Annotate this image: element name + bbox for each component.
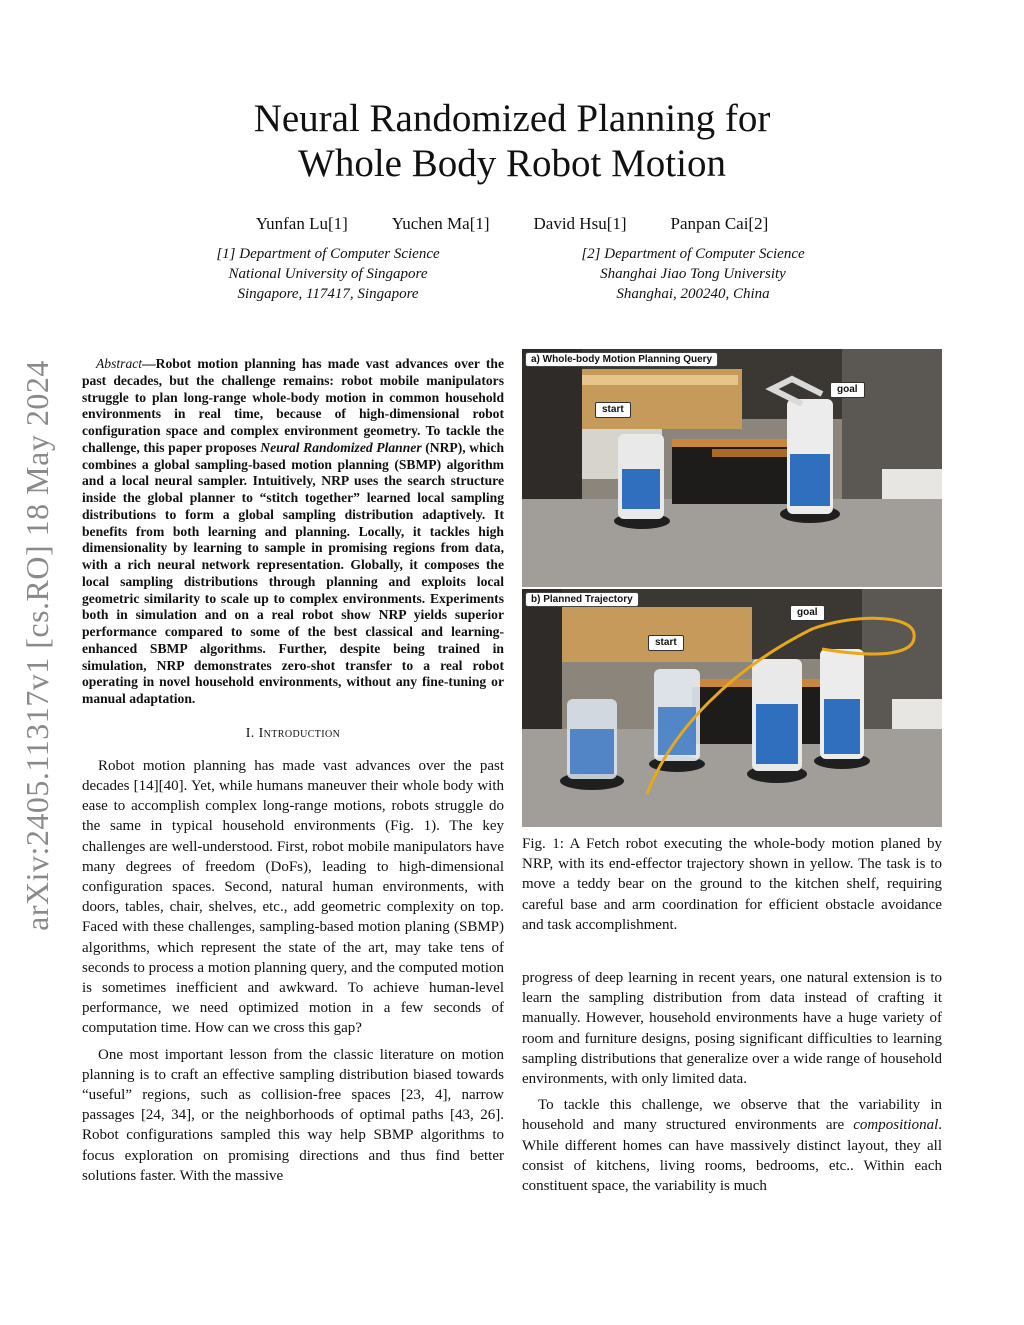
figure-panel-b bbox=[522, 589, 942, 827]
kitchen-scene-b bbox=[522, 589, 942, 827]
right-column bbox=[522, 968, 942, 1202]
affiliation-2 bbox=[533, 244, 853, 304]
figure-panel-a bbox=[522, 349, 942, 587]
title-line-2: Whole Body Robot Motion bbox=[298, 142, 726, 185]
section-number: I. bbox=[245, 725, 255, 741]
left-column bbox=[82, 356, 504, 1192]
section-heading bbox=[82, 726, 504, 742]
abstract-method-name: Neural Randomized Planner bbox=[260, 439, 422, 455]
abstract-text: —Robot motion planning has made vast advances over the past decades, but the challenge remains: robot mobile manipulators struggle to plan long-range whole-body motion in common household environments in real time, because of high-dimensional robot configuration space and complex environment geometry. To tackle the challenge, this paper proposes bbox=[82, 356, 504, 455]
author: David Hsu[1] bbox=[533, 214, 627, 233]
affiliation-line: National University of Singapore bbox=[228, 266, 428, 282]
figure-caption: Fig. 1: A Fetch robot executing the whole-body motion planed by NRP, with its end-effector trajectory shown in yellow. The task is to move a teddy bear on the ground to the kitchen shelf, requiring careful base and arm coordination for efficient obstacle avoidance and task accomplishment. bbox=[522, 836, 942, 933]
title-line-1: Neural Randomized Planning for bbox=[253, 97, 771, 140]
kitchen-scene-a bbox=[522, 349, 942, 587]
arxiv-stamp-text: arXiv:2405.11317v1 [cs.RO] 18 May 2024 bbox=[18, 359, 55, 931]
emphasis-text: compositional bbox=[853, 1117, 939, 1134]
affiliation-line: [2] Department of Computer Science bbox=[581, 246, 805, 262]
arxiv-stamp bbox=[14, 340, 60, 950]
affiliation-line: Singapore, 117417, Singapore bbox=[237, 286, 419, 302]
author: Yunfan Lu[1] bbox=[255, 214, 348, 233]
panel-a-label: a) Whole-body Motion Planning Query bbox=[525, 352, 718, 367]
intro-paragraph: Robot motion planning has made vast advances over the past decades [14][40]. Yet, while humans maneuver their whole body with ease to accomplish complex long-range motions, robots struggle do the same in typical household environments (Fig. 1). The key challenges are well-understood. First, robot mobile manipulators have many degrees of freedom (DoFs), leading to high-dimensional configuration spaces. Second, natural human environments, with doors, tables, chair, shelves, etc., add geometric complexity on top. Faced with these challenges, sampling-based motion planing (SBMP) algorithms, which represent the state of the art, may take tens of seconds to process a motion planning query, and the computed motion is sometimes inefficient and awkward. To achieve human-level performance, we need optimized motion in a few seconds of computation time. How can we cross this gap? bbox=[82, 757, 504, 1037]
body-paragraph bbox=[522, 1095, 942, 1196]
start-label: start bbox=[648, 635, 684, 651]
body-text: To tackle this challenge, we observe that the variability in household and many structured environments are bbox=[522, 1097, 942, 1134]
paper-title bbox=[0, 96, 1024, 186]
abstract bbox=[82, 356, 504, 708]
affiliation-line: Shanghai Jiao Tong University bbox=[600, 266, 786, 282]
goal-label: goal bbox=[830, 382, 865, 398]
affiliation-1 bbox=[168, 244, 488, 304]
section-title: Introduction bbox=[258, 725, 341, 741]
author: Yuchen Ma[1] bbox=[391, 214, 490, 233]
panel-b-label: b) Planned Trajectory bbox=[525, 592, 639, 607]
start-label: start bbox=[595, 402, 631, 418]
affiliation-line: [1] Department of Computer Science bbox=[216, 246, 440, 262]
body-text: . While different homes can have massively distinct layout, they all consist of kitchens, living rooms, bedrooms, etc.. Within each constituent space, the variability is much bbox=[522, 1117, 942, 1195]
intro-paragraph: One most important lesson from the classic literature on motion planning is to craft an effective sampling distribution biased towards “useful” regions, such as collision-free spaces [23, 4], narrow passages [24, 34], or the neighborhoods of optimal paths [43, 26]. Robot configurations sampled this way help SBMP algorithms to focus exploration on promising directions and thus find better solutions faster. With the massive bbox=[82, 1046, 504, 1184]
author: Panpan Cai[2] bbox=[670, 214, 769, 233]
goal-label: goal bbox=[790, 605, 825, 621]
figure-1 bbox=[522, 349, 942, 827]
abstract-text: (NRP), which combines a global sampling-based motion planning (SBMP) algorithm and a local neural sampler. Intuitively, NRP uses the search structure inside the global planner to “stitch together” learned local sampling distributions to form a global sampling distribution adaptively. It benefits from both learning and planning. Locally, it tackles high dimensionality by learning to sample in promising regions from data, with a rich neural network representation. Globally, it composes the local sampling distributions through planning and exploits local geometric similarity to scale up to complex environments. Experiments both in simulation and on a real robot show NRP yields superior performance compared to some of the best classical and learning-enhanced SBMP algorithms. Further, despite being trained in simulation, NRP demonstrates zero-shot transfer to a real robot operating in novel household environments, without any fine-tuning or manual adaptation. bbox=[82, 439, 505, 706]
affiliation-line: Shanghai, 200240, China bbox=[616, 286, 770, 302]
author-list bbox=[0, 214, 1024, 234]
abstract-lead: Abstract bbox=[96, 356, 143, 371]
body-paragraph: progress of deep learning in recent years, one natural extension is to learn the sampling distribution from data instead of crafting it manually. However, household environments have a huge variety of room and furniture designs, posing significant difficulties to learning sampling distributions that generalize over a wide range of household environments, with only limited data. bbox=[522, 970, 942, 1088]
